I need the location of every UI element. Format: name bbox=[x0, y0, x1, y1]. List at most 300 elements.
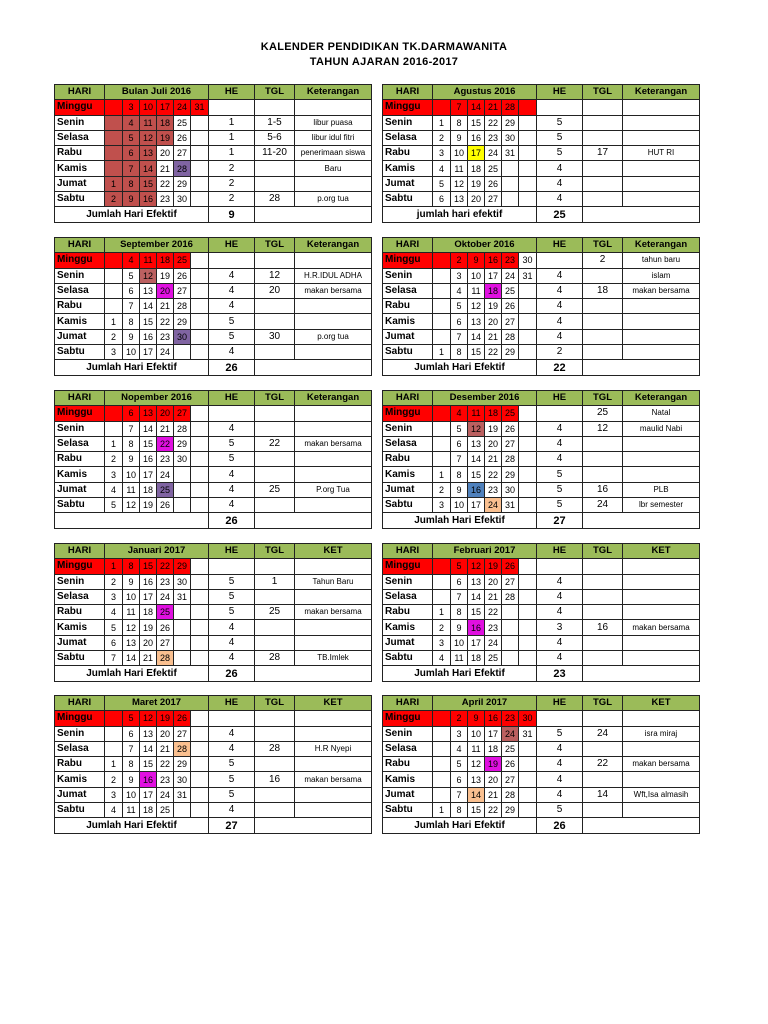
day-row bbox=[383, 605, 700, 620]
keterangan-cell: islam bbox=[623, 268, 700, 283]
date-cell bbox=[502, 635, 519, 650]
tgl-cell bbox=[583, 268, 623, 283]
day-row bbox=[55, 176, 372, 191]
date-cell: 30 bbox=[519, 711, 537, 726]
keterangan-cell bbox=[295, 467, 372, 482]
keterangan-cell: Baru bbox=[295, 161, 372, 176]
date-cell bbox=[174, 345, 191, 360]
date-cell: 8 bbox=[451, 605, 468, 620]
day-name: Kamis bbox=[55, 772, 105, 787]
effective-days-total: 26 bbox=[537, 818, 583, 833]
date-cell: 11 bbox=[468, 283, 485, 298]
date-cell: 4 bbox=[123, 115, 140, 130]
keterangan-cell bbox=[623, 559, 700, 574]
date-cell: 26 bbox=[502, 559, 519, 574]
date-cell: 13 bbox=[451, 192, 468, 207]
date-cell: 30 bbox=[502, 130, 519, 145]
tgl-cell bbox=[255, 726, 295, 741]
date-cell: 23 bbox=[157, 772, 174, 787]
he-cell: 4 bbox=[537, 161, 583, 176]
date-cell bbox=[502, 651, 519, 666]
keterangan-cell bbox=[623, 345, 700, 360]
date-cell bbox=[433, 772, 451, 787]
date-cell bbox=[174, 651, 191, 666]
date-cell: 21 bbox=[485, 452, 502, 467]
date-cell bbox=[519, 192, 537, 207]
day-name: Rabu bbox=[55, 757, 105, 772]
date-cell: 17 bbox=[140, 345, 157, 360]
date-cell bbox=[502, 161, 519, 176]
date-cell bbox=[191, 772, 209, 787]
keterangan-cell: makan bersama bbox=[295, 283, 372, 298]
day-name: Rabu bbox=[383, 452, 433, 467]
date-cell bbox=[433, 268, 451, 283]
date-cell: 4 bbox=[433, 161, 451, 176]
effective-days-total: 27 bbox=[209, 818, 255, 833]
day-row bbox=[383, 635, 700, 650]
date-cell: 27 bbox=[157, 635, 174, 650]
date-cell: 8 bbox=[451, 803, 468, 818]
he-cell bbox=[209, 100, 255, 115]
day-row bbox=[383, 436, 700, 451]
date-cell: 17 bbox=[157, 100, 174, 115]
date-cell bbox=[105, 741, 123, 756]
header-month-name: Desember 2016 bbox=[433, 391, 537, 406]
keterangan-cell bbox=[623, 605, 700, 620]
he-cell: 3 bbox=[537, 620, 583, 635]
date-cell: 6 bbox=[433, 192, 451, 207]
date-cell bbox=[174, 482, 191, 497]
header-he: HE bbox=[209, 544, 255, 559]
day-row bbox=[55, 452, 372, 467]
he-cell: 4 bbox=[537, 329, 583, 344]
date-cell: 17 bbox=[468, 635, 485, 650]
date-cell bbox=[105, 253, 123, 268]
date-cell: 9 bbox=[123, 452, 140, 467]
date-cell bbox=[519, 329, 537, 344]
date-cell bbox=[174, 498, 191, 513]
date-cell: 30 bbox=[174, 452, 191, 467]
tgl-cell: 1-5 bbox=[255, 115, 295, 130]
month-header-row bbox=[383, 544, 700, 559]
tgl-cell: 18 bbox=[583, 283, 623, 298]
tgl-cell: 22 bbox=[583, 757, 623, 772]
date-cell bbox=[519, 421, 537, 436]
date-cell: 19 bbox=[140, 498, 157, 513]
he-cell: 5 bbox=[209, 436, 255, 451]
date-cell bbox=[433, 711, 451, 726]
date-cell: 6 bbox=[451, 314, 468, 329]
keterangan-cell: HUT RI bbox=[623, 146, 700, 161]
he-cell: 5 bbox=[537, 726, 583, 741]
date-cell: 14 bbox=[468, 589, 485, 604]
tgl-cell bbox=[255, 757, 295, 772]
he-cell: 4 bbox=[537, 436, 583, 451]
date-cell: 23 bbox=[485, 620, 502, 635]
day-name: Minggu bbox=[383, 559, 433, 574]
date-cell bbox=[191, 574, 209, 589]
he-cell: 1 bbox=[209, 146, 255, 161]
day-name: Sabtu bbox=[55, 498, 105, 513]
header-he: HE bbox=[537, 391, 583, 406]
tgl-cell bbox=[583, 345, 623, 360]
date-cell: 4 bbox=[451, 283, 468, 298]
date-cell: 7 bbox=[451, 787, 468, 802]
header-he: HE bbox=[537, 544, 583, 559]
keterangan-cell: makan bersama bbox=[623, 283, 700, 298]
day-name: Kamis bbox=[383, 467, 433, 482]
day-row bbox=[55, 620, 372, 635]
date-cell: 31 bbox=[519, 268, 537, 283]
date-cell: 20 bbox=[157, 406, 174, 421]
date-cell bbox=[191, 787, 209, 802]
he-cell: 4 bbox=[209, 635, 255, 650]
date-cell: 22 bbox=[485, 605, 502, 620]
day-name: Minggu bbox=[383, 406, 433, 421]
date-cell: 8 bbox=[123, 176, 140, 191]
keterangan-cell bbox=[623, 635, 700, 650]
date-cell bbox=[191, 757, 209, 772]
header-he: HE bbox=[537, 696, 583, 711]
keterangan-cell: p.org tua bbox=[295, 192, 372, 207]
day-name: Senin bbox=[55, 574, 105, 589]
date-cell: 18 bbox=[140, 803, 157, 818]
date-cell bbox=[519, 176, 537, 191]
he-cell bbox=[537, 253, 583, 268]
date-cell: 21 bbox=[485, 589, 502, 604]
day-row bbox=[55, 482, 372, 497]
day-name: Kamis bbox=[55, 314, 105, 329]
header-keterangan: KET bbox=[623, 696, 700, 711]
day-row bbox=[55, 772, 372, 787]
date-cell: 15 bbox=[140, 314, 157, 329]
day-row bbox=[55, 467, 372, 482]
he-cell: 5 bbox=[537, 146, 583, 161]
date-cell: 31 bbox=[191, 100, 209, 115]
he-cell: 4 bbox=[209, 268, 255, 283]
date-cell bbox=[433, 314, 451, 329]
date-cell: 17 bbox=[468, 498, 485, 513]
tgl-cell: 11-20 bbox=[255, 146, 295, 161]
day-name: Sabtu bbox=[383, 192, 433, 207]
tgl-cell bbox=[255, 176, 295, 191]
he-cell: 1 bbox=[209, 130, 255, 145]
day-name: Senin bbox=[55, 115, 105, 130]
tgl-cell: 22 bbox=[255, 436, 295, 451]
date-cell: 25 bbox=[157, 605, 174, 620]
header-keterangan: Keterangan bbox=[295, 85, 372, 100]
date-cell: 28 bbox=[502, 329, 519, 344]
day-row bbox=[55, 329, 372, 344]
date-cell bbox=[191, 130, 209, 145]
date-cell: 18 bbox=[140, 605, 157, 620]
date-cell bbox=[191, 620, 209, 635]
date-cell: 22 bbox=[485, 467, 502, 482]
he-cell: 4 bbox=[209, 803, 255, 818]
date-cell: 6 bbox=[451, 574, 468, 589]
date-cell: 4 bbox=[451, 741, 468, 756]
keterangan-cell bbox=[295, 635, 372, 650]
date-cell: 7 bbox=[123, 741, 140, 756]
tgl-cell: 25 bbox=[583, 406, 623, 421]
date-cell: 7 bbox=[123, 299, 140, 314]
date-cell: 16 bbox=[468, 482, 485, 497]
keterangan-cell bbox=[623, 299, 700, 314]
header-hari: HARI bbox=[383, 696, 433, 711]
date-cell: 27 bbox=[502, 436, 519, 451]
day-name: Jumat bbox=[383, 482, 433, 497]
day-row bbox=[55, 283, 372, 298]
day-row bbox=[55, 314, 372, 329]
day-row bbox=[383, 176, 700, 191]
keterangan-cell: libur idul fitri bbox=[295, 130, 372, 145]
footer-empty-cell bbox=[255, 666, 372, 681]
day-name: Selasa bbox=[383, 130, 433, 145]
date-cell bbox=[433, 329, 451, 344]
date-cell: 26 bbox=[502, 757, 519, 772]
date-cell: 5 bbox=[105, 620, 123, 635]
he-cell bbox=[209, 406, 255, 421]
date-cell bbox=[191, 589, 209, 604]
date-cell: 6 bbox=[123, 726, 140, 741]
date-cell: 16 bbox=[140, 574, 157, 589]
day-name: Kamis bbox=[55, 620, 105, 635]
date-cell bbox=[433, 787, 451, 802]
he-cell: 5 bbox=[209, 314, 255, 329]
keterangan-cell bbox=[623, 803, 700, 818]
date-cell: 16 bbox=[140, 329, 157, 344]
date-cell: 2 bbox=[105, 574, 123, 589]
date-cell: 3 bbox=[451, 726, 468, 741]
date-cell: 14 bbox=[468, 100, 485, 115]
date-cell bbox=[519, 605, 537, 620]
keterangan-cell bbox=[295, 589, 372, 604]
date-cell: 2 bbox=[105, 452, 123, 467]
day-row bbox=[383, 452, 700, 467]
header-tgl: TGL bbox=[255, 696, 295, 711]
he-cell: 1 bbox=[209, 115, 255, 130]
date-cell: 6 bbox=[451, 772, 468, 787]
day-name: Sabtu bbox=[55, 651, 105, 666]
day-name: Kamis bbox=[383, 314, 433, 329]
he-cell: 5 bbox=[209, 605, 255, 620]
date-cell: 5 bbox=[433, 176, 451, 191]
he-cell: 4 bbox=[209, 299, 255, 314]
day-row bbox=[55, 559, 372, 574]
date-cell bbox=[105, 130, 123, 145]
day-name: Senin bbox=[383, 421, 433, 436]
footer-row bbox=[55, 207, 372, 222]
day-row bbox=[383, 574, 700, 589]
date-cell: 6 bbox=[451, 436, 468, 451]
date-cell: 25 bbox=[157, 803, 174, 818]
tgl-cell: 28 bbox=[255, 651, 295, 666]
tgl-cell bbox=[255, 406, 295, 421]
keterangan-cell bbox=[623, 772, 700, 787]
footer-empty-cell bbox=[583, 360, 700, 375]
month-table bbox=[54, 390, 372, 529]
effective-days-total: 26 bbox=[209, 513, 255, 528]
keterangan-cell bbox=[295, 421, 372, 436]
date-cell: 8 bbox=[123, 314, 140, 329]
date-cell: 4 bbox=[123, 253, 140, 268]
date-cell: 22 bbox=[157, 176, 174, 191]
month-header-row bbox=[55, 85, 372, 100]
date-cell: 4 bbox=[433, 651, 451, 666]
date-cell bbox=[519, 559, 537, 574]
he-cell: 5 bbox=[209, 452, 255, 467]
day-name: Jumat bbox=[55, 787, 105, 802]
date-cell: 5 bbox=[451, 559, 468, 574]
date-cell: 20 bbox=[485, 314, 502, 329]
day-row bbox=[383, 559, 700, 574]
date-cell: 16 bbox=[468, 620, 485, 635]
day-name: Senin bbox=[55, 726, 105, 741]
keterangan-cell bbox=[295, 299, 372, 314]
date-cell: 1 bbox=[433, 115, 451, 130]
date-cell: 16 bbox=[140, 192, 157, 207]
tgl-cell: 25 bbox=[255, 605, 295, 620]
tgl-cell bbox=[255, 161, 295, 176]
day-name: Kamis bbox=[55, 467, 105, 482]
day-row bbox=[383, 757, 700, 772]
date-cell: 12 bbox=[468, 757, 485, 772]
he-cell: 4 bbox=[209, 620, 255, 635]
date-cell: 28 bbox=[174, 161, 191, 176]
date-cell: 14 bbox=[140, 161, 157, 176]
date-cell: 1 bbox=[105, 757, 123, 772]
month-table bbox=[382, 695, 700, 834]
date-cell: 27 bbox=[502, 314, 519, 329]
date-cell bbox=[433, 100, 451, 115]
footer-row bbox=[383, 513, 700, 528]
date-cell: 30 bbox=[174, 772, 191, 787]
date-cell bbox=[191, 605, 209, 620]
date-cell bbox=[105, 726, 123, 741]
date-cell: 3 bbox=[105, 467, 123, 482]
date-cell: 13 bbox=[468, 772, 485, 787]
date-cell bbox=[191, 329, 209, 344]
date-cell: 22 bbox=[157, 559, 174, 574]
keterangan-cell: p.org tua bbox=[295, 329, 372, 344]
day-name: Selasa bbox=[55, 283, 105, 298]
keterangan-cell: makan bersama bbox=[623, 757, 700, 772]
he-cell: 4 bbox=[537, 176, 583, 191]
he-cell: 4 bbox=[537, 772, 583, 787]
date-cell bbox=[191, 651, 209, 666]
footer-empty-cell bbox=[583, 818, 700, 833]
date-cell: 22 bbox=[485, 345, 502, 360]
he-cell: 4 bbox=[209, 467, 255, 482]
tgl-cell bbox=[255, 345, 295, 360]
day-name: Jumat bbox=[55, 329, 105, 344]
date-cell bbox=[519, 130, 537, 145]
date-cell bbox=[191, 176, 209, 191]
day-row bbox=[383, 803, 700, 818]
tgl-cell bbox=[255, 787, 295, 802]
header-keterangan: Keterangan bbox=[623, 238, 700, 253]
date-cell: 31 bbox=[502, 498, 519, 513]
tgl-cell bbox=[255, 589, 295, 604]
day-name: Kamis bbox=[383, 161, 433, 176]
date-cell: 2 bbox=[433, 620, 451, 635]
he-cell bbox=[537, 559, 583, 574]
date-cell bbox=[191, 314, 209, 329]
date-cell: 18 bbox=[485, 283, 502, 298]
day-name: Kamis bbox=[383, 620, 433, 635]
date-cell bbox=[191, 283, 209, 298]
date-cell: 11 bbox=[468, 406, 485, 421]
date-cell: 27 bbox=[174, 726, 191, 741]
day-row bbox=[383, 741, 700, 756]
tgl-cell bbox=[583, 467, 623, 482]
date-cell: 15 bbox=[468, 115, 485, 130]
he-cell: 4 bbox=[537, 635, 583, 650]
day-row bbox=[383, 726, 700, 741]
effective-days-label: Jumlah Hari Efektif bbox=[383, 513, 537, 528]
month-header-row bbox=[383, 85, 700, 100]
date-cell: 17 bbox=[140, 467, 157, 482]
date-cell: 13 bbox=[468, 314, 485, 329]
date-cell: 3 bbox=[123, 100, 140, 115]
date-cell: 1 bbox=[433, 605, 451, 620]
month-table bbox=[382, 543, 700, 682]
date-cell: 17 bbox=[468, 146, 485, 161]
month-table bbox=[54, 237, 372, 376]
date-cell bbox=[105, 115, 123, 130]
date-cell: 13 bbox=[123, 635, 140, 650]
day-row bbox=[383, 651, 700, 666]
he-cell: 4 bbox=[537, 651, 583, 666]
keterangan-cell bbox=[623, 192, 700, 207]
date-cell bbox=[191, 345, 209, 360]
date-cell: 2 bbox=[433, 482, 451, 497]
tgl-cell bbox=[583, 772, 623, 787]
date-cell: 6 bbox=[123, 283, 140, 298]
date-cell bbox=[519, 757, 537, 772]
date-cell: 1 bbox=[105, 314, 123, 329]
date-cell: 21 bbox=[140, 651, 157, 666]
date-cell bbox=[191, 421, 209, 436]
day-row bbox=[383, 192, 700, 207]
date-cell: 19 bbox=[157, 268, 174, 283]
month-header-row bbox=[383, 696, 700, 711]
tgl-cell bbox=[255, 100, 295, 115]
date-cell: 28 bbox=[157, 651, 174, 666]
date-cell bbox=[191, 635, 209, 650]
date-cell bbox=[105, 421, 123, 436]
effective-days-total: 22 bbox=[537, 360, 583, 375]
date-cell bbox=[433, 559, 451, 574]
month-header-row bbox=[383, 391, 700, 406]
tgl-cell bbox=[255, 299, 295, 314]
date-cell bbox=[433, 406, 451, 421]
date-cell bbox=[519, 345, 537, 360]
date-cell: 3 bbox=[433, 498, 451, 513]
date-cell: 8 bbox=[451, 115, 468, 130]
date-cell bbox=[191, 161, 209, 176]
date-cell bbox=[519, 436, 537, 451]
date-cell: 12 bbox=[140, 711, 157, 726]
date-cell bbox=[519, 741, 537, 756]
keterangan-cell: makan bersama bbox=[623, 620, 700, 635]
day-name: Senin bbox=[383, 574, 433, 589]
day-name: Minggu bbox=[383, 100, 433, 115]
he-cell: 4 bbox=[209, 421, 255, 436]
date-cell: 18 bbox=[485, 741, 502, 756]
header-hari: HARI bbox=[55, 696, 105, 711]
header-month-name: Maret 2017 bbox=[105, 696, 209, 711]
